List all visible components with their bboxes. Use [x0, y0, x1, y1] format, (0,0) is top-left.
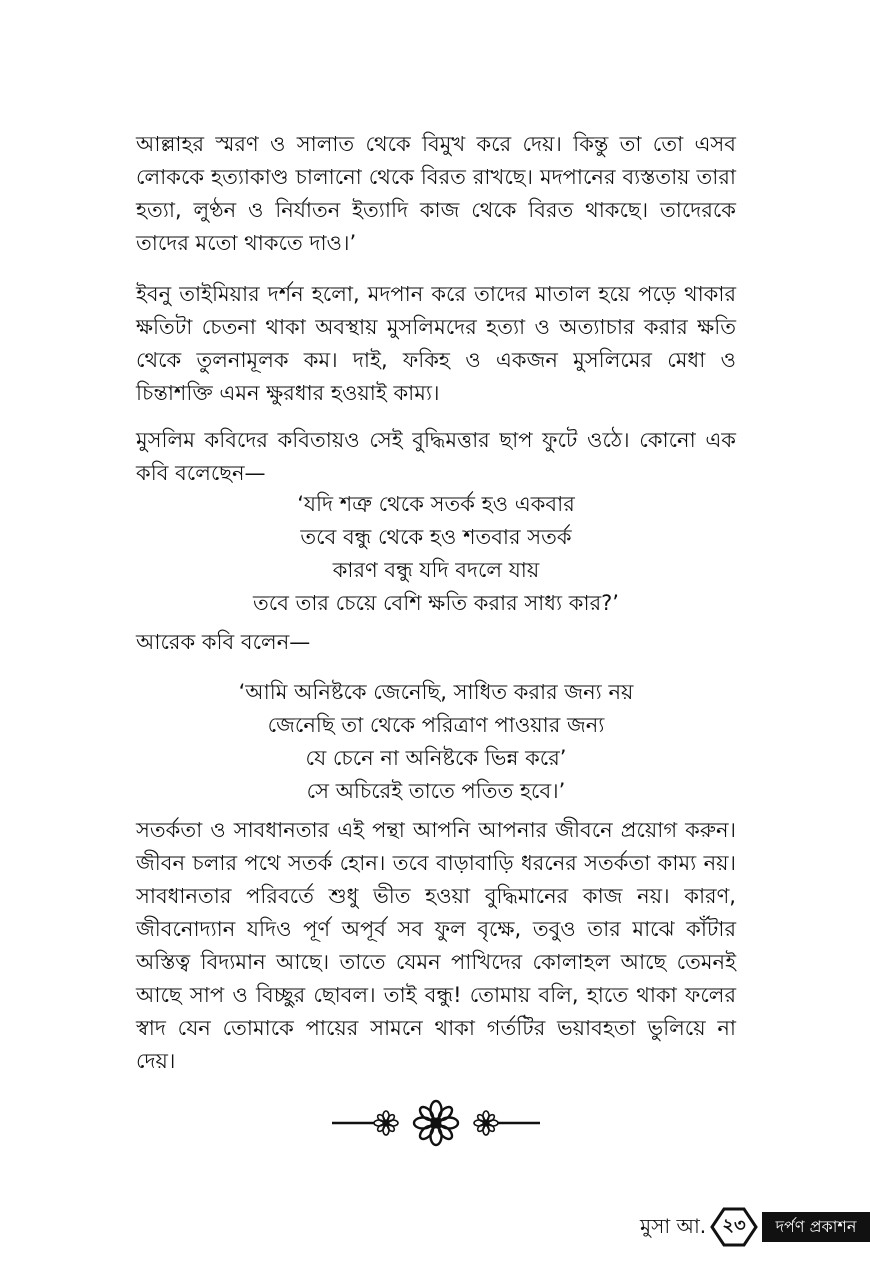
paragraph-2: ইবনু তাইমিয়ার দর্শন হলো, মদপান করে তাদের মাতাল হয়ে পড়ে থাকার ক্ষতিটা চেতনা থাকা অবস্থায় মুসলিমদের হত্যা ও অত্যাচার করার ক্ষতি থেকে তুলনামূলক কম। দাই, ফকিহ ও একজন মুসলিমের মেধা ও চিন্তাশক্তি এমন ক্ষুরধার হওয়াই কাম্য। — [136, 282, 736, 405]
poem-1-line-1: ‘যদি শত্রু থেকে সতর্ক হও একবার — [297, 492, 575, 516]
page-number: ২৩ — [722, 1215, 746, 1236]
poem-1 — [136, 488, 736, 620]
paragraph-4: সতর্কতা ও সাবধানতার এই পন্থা আপনি আপনার জীবনে প্রয়োগ করুন। জীবন চলার পথে সতর্ক হোন। তবে বাড়াবাড়ি ধরনের সতর্কতা কাম্য নয়। সাবধানতার পরিবর্তে শুধু ভীত হওয়া বুদ্ধিমানের কাজ নয়। কারণ, জীবনোদ্যান যদিও পূর্ণ অপূর্ব সব ফুল বৃক্ষে, তবুও তার মাঝে কাঁটার অস্তিত্ব বিদ্যমান আছে। তাতে যেমন পাখিদের কোলাহল আছে তেমনই আছে সাপ ও বিচ্ছুর ছোবল। তাই বন্ধু! তোমায় বলি, হাতে থাকা ফলের স্বাদ যেন তোমাকে পায়ের সামনে থাকা গর্তটির ভয়াবহতা ভুলিয়ে না দেয়। — [136, 818, 736, 1073]
poem-2 — [136, 676, 736, 808]
poem-1-line-2: তবে বন্ধু থেকে হও শতবার সতর্ক — [300, 525, 572, 549]
floral-divider-icon — [330, 1098, 542, 1148]
publisher-label: দর্পণ প্রকাশন — [762, 1212, 870, 1242]
poem-2-intro: আরেক কবি বলেন— — [136, 630, 311, 654]
paragraph-3: মুসলিম কবিদের কবিতায়ও সেই বুদ্ধিমত্তার ছাপ ফুটে ওঠে। কোনো এক কবি বলেছেন— — [136, 428, 736, 485]
poem-2-line-3: যে চেনে না অনিষ্টকে ভিন্ন করে’ — [305, 746, 567, 770]
poem-1-line-4: তবে তার চেয়ে বেশি ক্ষতি করার সাধ্য কার?’ — [253, 591, 619, 615]
poem-2-line-1: ‘আমি অনিষ্টকে জেনেছি, সাধিত করার জন্য নয় — [238, 680, 634, 704]
poem-2-line-4: সে অচিরেই তাতে পতিত হবে।’ — [306, 779, 566, 803]
paragraph-1: আল্লাহর স্মরণ ও সালাত থেকে বিমুখ করে দেয়। কিন্তু তা তো এসব লোককে হত্যাকাণ্ড চালানো থেকে বিরত রাখছে। মদপানের ব্যস্ততায় তারা হত্যা, লুণ্ঠন ও নির্যাতন ইত্যাদি কাজ থেকে বিরত থাকছে। তাদেরকে তাদের মতো থাকতে দাও।’ — [136, 132, 736, 255]
poem-1-line-3: কারণ বন্ধু যদি বদলে যায় — [332, 558, 540, 582]
running-footer-author: মুসা আ. — [640, 1214, 707, 1238]
poem-2-line-2: জেনেছি তা থেকে পরিত্রাণ পাওয়ার জন্য — [267, 713, 605, 737]
